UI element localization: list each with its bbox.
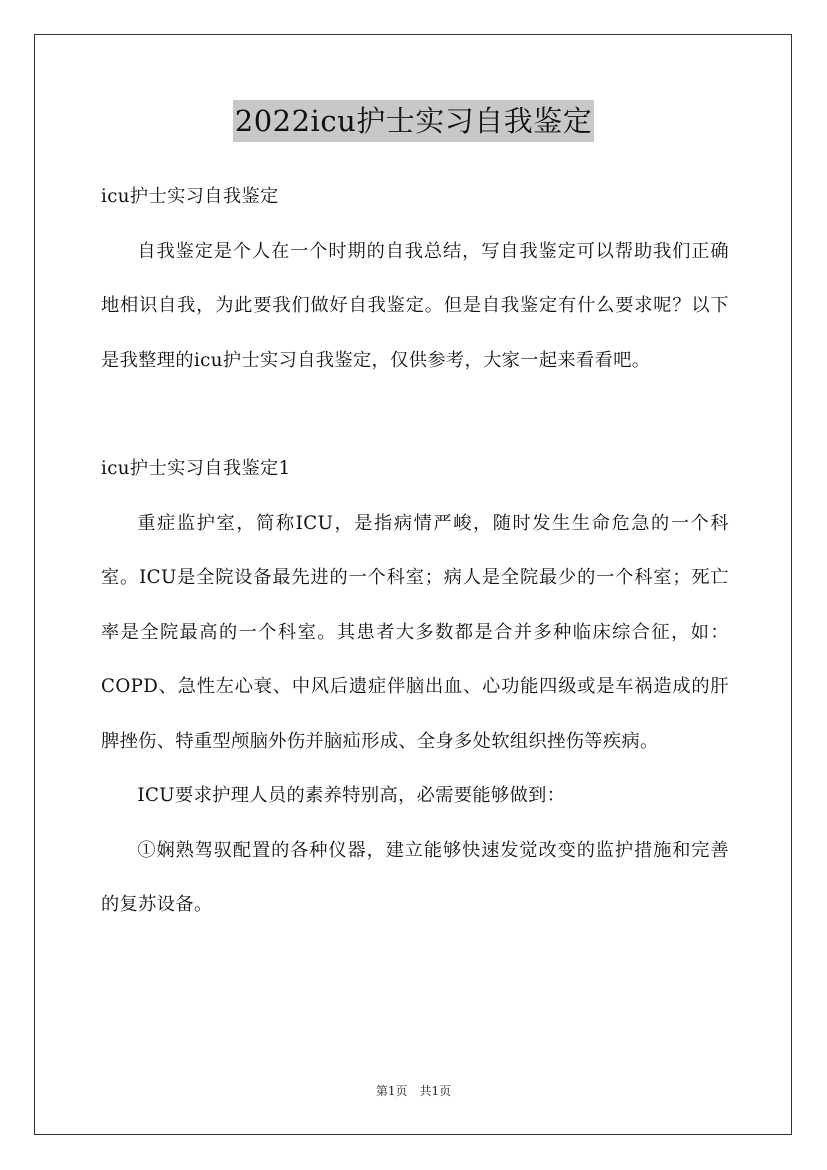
section-heading: icu护士实习自我鉴定: [101, 186, 279, 207]
body-paragraph: 重症监护室，简称ICU，是指病情严峻，随时发生生命危急的一个科室。ICU是全院设备最先进的一个科室；病人是全院最少的一个科室；死亡率是全院最高的一个科室。其患者大多数都是合并多种临床综合征，如：COPD、急性左心衰、中风后遗症伴脑出血、心功能四级或是车祸造成的肝脾挫伤、特重型颅脑外伤并脑疝形成、全身多处软组织挫伤等疾病。: [101, 512, 729, 752]
spacer: [101, 388, 729, 442]
intro-paragraph: 自我鉴定是个人在一个时期的自我总结，写自我鉴定可以帮助我们正确地相识自我，为此要我们做好自我鉴定。但是自我鉴定有什么要求呢？以下是我整理的icu护士实习自我鉴定，仅供参考，大家一起来看看吧。: [101, 240, 729, 371]
body-paragraph: ICU要求护理人员的素养特别高，必需要能够做到：: [137, 785, 566, 806]
section-heading: icu护士实习自我鉴定1: [101, 458, 291, 479]
body-paragraph: ①娴熟驾驭配置的各种仪器，建立能够快速发觉改变的监护措施和完善的复苏设备。: [101, 839, 729, 915]
title-wrap: [0, 100, 827, 142]
page-footer: 第1页 共1页: [375, 1084, 452, 1098]
document-body: [101, 170, 729, 933]
document-title: 2022icu护士实习自我鉴定: [233, 100, 595, 142]
